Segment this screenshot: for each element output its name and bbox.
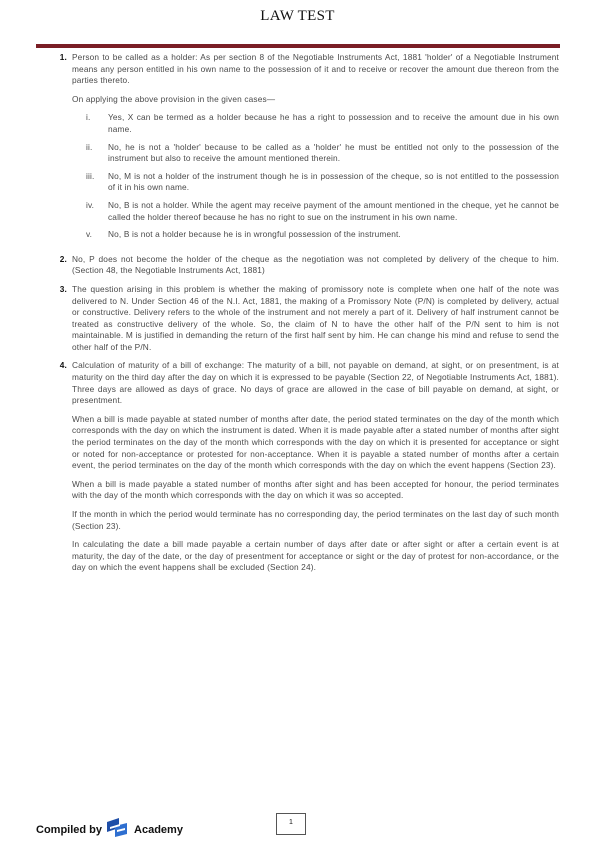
sub-item-numeral: i. <box>86 112 91 123</box>
list-item <box>40 254 559 277</box>
sub-item-text: No, B is not a holder. While the agent may receive payment of the amount mentioned in the cheque, yet he cannot be called the holder thereof because he has no right to sue on the instrument in his own name. <box>108 199 559 222</box>
item-body <box>72 254 559 277</box>
sub-item-text: No, he is not a 'holder' because to be called as a 'holder' he must be entitled not only to the possession of the instrument but also to receive the amount mentioned therein. <box>108 141 559 164</box>
sub-item-numeral: v. <box>86 229 93 240</box>
page-title: LAW TEST <box>260 8 335 24</box>
paragraph: If the month in which the period would terminate has no corresponding day, the period terminates on the last day of such month (Section 23). <box>72 509 559 531</box>
paragraph: When a bill is made payable at stated number of months after date, the period stated terminates on the day of the month which corresponds with the day on which the instrument is dated. When it is made payable after a stated number of months after sight the period terminates on the day of the month which corresponds with the day on which it is presented for acceptance or sight or noted for non-acceptance or protested for non-acceptance. When it is payable a stated number of months after a certain event, the period terminates on the day of the month which corresponds with the day on which the event happens (Section 23). <box>72 413 559 471</box>
item-number: 1. <box>59 52 67 62</box>
compiled-by-label: Compiled by <box>36 823 103 836</box>
paragraph: When a bill is made payable a stated number of months after sight and has been accepted for honour, the period terminates with the day of the month which corresponds with the day on which it was so accepted. <box>72 478 559 501</box>
page-number: 1 <box>289 819 293 826</box>
sub-item-numeral: ii. <box>86 141 93 152</box>
sub-item <box>72 171 559 194</box>
item-number: 2. <box>59 253 67 264</box>
paragraph: Calculation of maturity of a bill of exchange: The maturity of a bill, not payable on demand, at sight, or on presentment, is at maturity on the third day after the day on which it is expressed to be payable (Section 22, of Negotiable Instruments Act, 1881). Three days are allowed as days of grace. No days of grace are allowed in the case of bill payable on demand, at sight, or presentment. <box>72 360 559 406</box>
paragraph: The question arising in this problem is whether the making of promissory note is complete when one half of the note was delivered to N. Under Section 46 of the N.I. Act, 1881, the making of a Promissory Note (P/N) is completed by delivery, actual or constructive. Delivery refers to the whole of the instrument and not merely a part of it. Delivery of half instrument cannot be treated as constructive delivery of the whole. So, the claim of N to have the other half of the P/N sent to him is not maintainable. M is justified in demanding the return of the first half sent by him. He can change his mind and refuse to send the other half of the P/N. <box>72 283 559 352</box>
sub-item <box>72 229 559 241</box>
item-body <box>72 360 559 574</box>
list-item <box>40 52 559 247</box>
sub-item-numeral: iii. <box>86 170 95 181</box>
sub-item <box>72 142 559 165</box>
paragraph: No, P does not become the holder of the cheque as the negotiation was not completed by delivery of the cheque to him. (Section 48, the Negotiable Instruments Act, 1881) <box>72 253 559 276</box>
document-body <box>40 52 559 581</box>
sub-item-text: Yes, X can be termed as a holder because he has a right to possession and to receive the amount due in his own name. <box>108 112 559 134</box>
paragraph: In calculating the date a bill made payable a certain number of days after date or after sight or after a certain event is at maturity, the day of the date, or the day of presentment for acceptance or sight or the day of protest for non-accordance, or the day on which the event happens shall be excluded (Section 24). <box>72 539 559 573</box>
footer-credit <box>36 818 183 841</box>
academy-logo-icon <box>106 818 128 841</box>
sub-item-text: No, B is not a holder because he is in wrongful possession of the instrument. <box>108 229 401 240</box>
item-number: 4. <box>59 360 67 371</box>
page-number-box <box>276 813 306 835</box>
item-body <box>72 284 559 354</box>
sub-item <box>72 112 559 135</box>
list-item <box>40 360 559 574</box>
paragraph: Person to be called as a holder: As per section 8 of the Negotiable Instruments Act, 1881 'holder' of a Negotiable Instrument means any person entitled in his own name to the possession of it and to receive or recover the amount due thereon from the parties thereto. <box>72 52 559 86</box>
sub-item-numeral: iv. <box>86 199 95 210</box>
sub-item-text: No, M is not a holder of the instrument though he is in possession of the cheque, so is not entitled to the possession of it in his own name. <box>108 170 559 193</box>
list-item <box>40 284 559 354</box>
header-rule <box>36 44 560 48</box>
item-body <box>72 52 559 247</box>
item-number: 3. <box>59 283 67 294</box>
paragraph: On applying the above provision in the given cases— <box>72 93 276 104</box>
academy-label: Academy <box>134 823 183 836</box>
sub-item <box>72 200 559 223</box>
